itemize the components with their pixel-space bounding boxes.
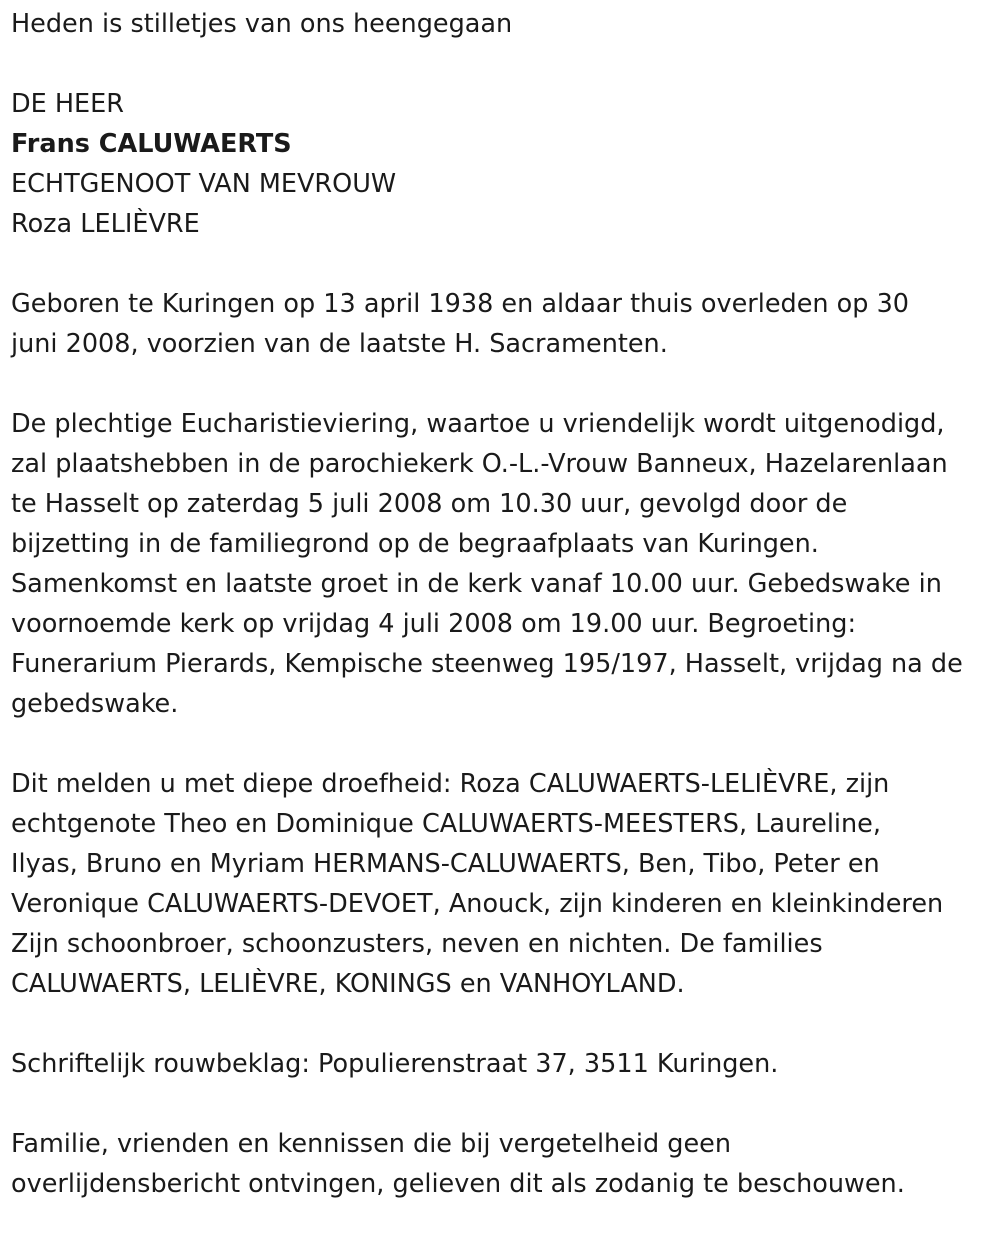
condolence-address: Schriftelijk rouwbeklag: Populierenstraat 37, 3511 Kuringen. (11, 1049, 779, 1079)
deceased-name: Frans CALUWAERTS (11, 129, 292, 159)
paragraph-line: Geboren te Kuringen op 13 april 1938 en aldaar thuis overleden op 30 (11, 289, 910, 319)
paragraph-line: Funerarium Pierards, Kempische steenweg 195/197, Hasselt, vrijdag na de (11, 649, 963, 679)
spacer (11, 1004, 991, 1044)
paragraph-line: te Hasselt op zaterdag 5 juli 2008 om 10.30 uur, gevolgd door de (11, 489, 848, 519)
spouse-label: ECHTGENOOT VAN MEVROUW (11, 169, 397, 199)
intro-line: Heden is stilletjes van ons heengegaan (11, 9, 513, 39)
paragraph-line: Zijn schoonbroer, schoonzusters, neven en nichten. De families (11, 929, 823, 959)
birth-paragraph (11, 284, 991, 364)
paragraph-line: Dit melden u met diepe droefheid: Roza CALUWAERTS-LELIÈVRE, zijn (11, 769, 890, 799)
paragraph-line: gebedswake. (11, 689, 179, 719)
spacer (11, 44, 991, 84)
paragraph-line: echtgenote Theo en Dominique CALUWAERTS-MEESTERS, Laureline, (11, 809, 881, 839)
paragraph-line: Ilyas, Bruno en Myriam HERMANS-CALUWAERTS, Ben, Tibo, Peter en (11, 849, 880, 879)
paragraph-line: juni 2008, voorzien van de laatste H. Sacramenten. (11, 329, 668, 359)
spacer (11, 1084, 991, 1124)
service-paragraph (11, 404, 991, 724)
paragraph-line: Samenkomst en laatste groet in de kerk vanaf 10.00 uur. Gebedswake in (11, 569, 942, 599)
paragraph-line: zal plaatshebben in de parochiekerk O.-L.-Vrouw Banneux, Hazelarenlaan (11, 449, 948, 479)
title-line: DE HEER (11, 89, 124, 119)
family-paragraph (11, 764, 991, 1004)
spacer (11, 244, 991, 284)
spacer (11, 724, 991, 764)
obituary-notice (11, 0, 991, 1204)
paragraph-line: bijzetting in de familiegrond op de begraafplaats van Kuringen. (11, 529, 819, 559)
paragraph-line: Veronique CALUWAERTS-DEVOET, Anouck, zijn kinderen en kleinkinderen (11, 889, 944, 919)
paragraph-line: Familie, vrienden en kennissen die bij vergetelheid geen (11, 1129, 731, 1159)
paragraph-line: De plechtige Eucharistieviering, waartoe u vriendelijk wordt uitgenodigd, (11, 409, 945, 439)
spacer (11, 364, 991, 404)
paragraph-line: voornoemde kerk op vrijdag 4 juli 2008 om 19.00 uur. Begroeting: (11, 609, 857, 639)
closing-paragraph (11, 1124, 991, 1204)
spouse-name: Roza LELIÈVRE (11, 209, 200, 239)
paragraph-line: overlijdensbericht ontvingen, gelieven dit als zodanig te beschouwen. (11, 1169, 905, 1199)
paragraph-line: CALUWAERTS, LELIÈVRE, KONINGS en VANHOYLAND. (11, 969, 685, 999)
